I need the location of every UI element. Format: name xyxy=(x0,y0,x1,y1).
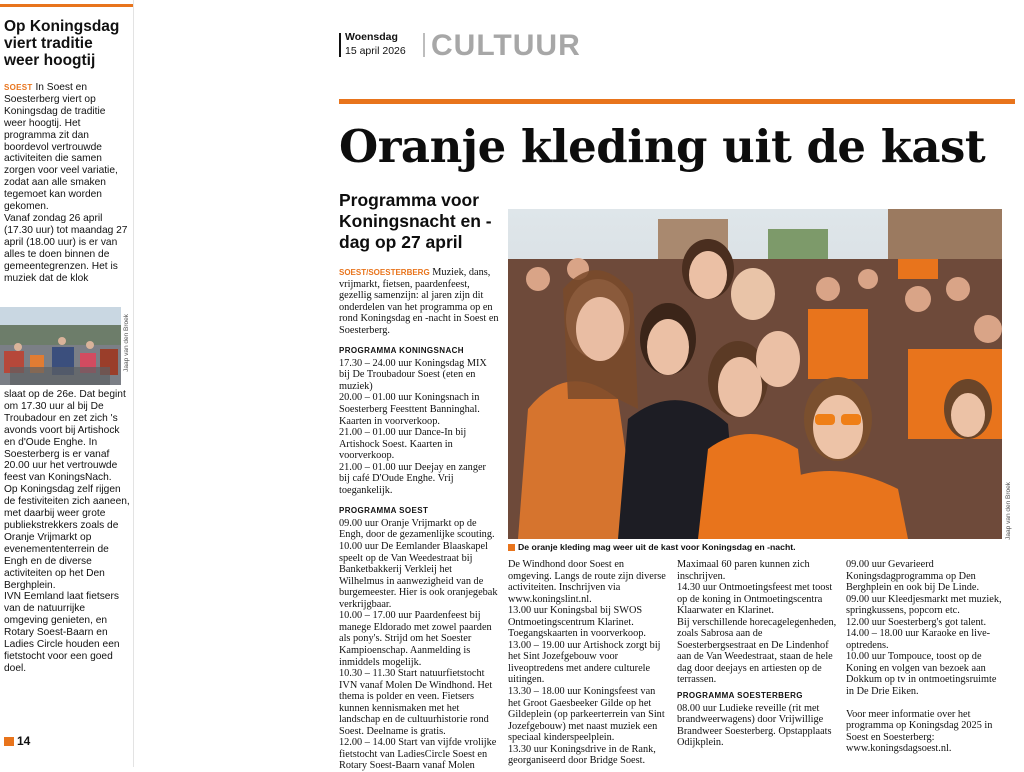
article-column-2 xyxy=(508,559,668,767)
article-headline: Oranje kleding uit de kast xyxy=(339,120,986,173)
program-item: 12.00 uur Soesterberg's got talent. xyxy=(846,616,987,628)
program-item: 08.00 uur Ludieke reveille (rit met brandweerwagens) door Vrijwillige Brandweer Soesterberg. Opstapplaats Odijkplein. xyxy=(677,702,832,749)
program-item: 14.30 uur Ontmoetingsfeest met toost op de koning in Ontmoetingscentra Klaarwater en Klarinet. xyxy=(677,582,833,617)
crowd-photo-image xyxy=(508,209,1002,539)
article-column-1 xyxy=(339,267,499,772)
program-item: Voor meer informatie over het programma op Koningsdag 2025 in Soest en Soesterberg: www.koningsdagsoest.nl. xyxy=(846,708,993,755)
program-item: 12.00 – 14.00 Start van vijfde vrolijke fietstocht van LadiesCircle Soest en Rotary Soest-Baarn vanaf Molen xyxy=(339,737,497,772)
section-title: CULTUUR xyxy=(431,29,581,62)
article-lead: Muziek, dans, vrijmarkt, fietsen, paardenfeest, gezellig samenzijn: al jaren zijn dit onderdelen van het programma op en rond Koningsdag en -nacht in Soest en Soesterberg. xyxy=(339,267,499,336)
heading-soest: PROGRAMMA SOEST xyxy=(339,506,429,516)
program-item: Maximaal 60 paren kunnen zich inschrijven. xyxy=(677,559,810,582)
sidebar-title: Op Koningsdag viert traditie weer hoogtij xyxy=(4,18,120,69)
program-item: 09.00 uur Kleedjesmarkt met muziek, springkussens, popcorn etc. xyxy=(846,593,1002,617)
heading-koningsnacht: PROGRAMMA KONINGSNACH xyxy=(339,346,464,356)
program-item: 13.00 uur Koningsbal bij SWOS Ontmoetingscentrum Klarinet. Toegangskaarten in voorverkoop. xyxy=(508,605,646,640)
sidebar-intro-block xyxy=(4,82,130,284)
page-number: 14 xyxy=(17,734,31,748)
sidebar-divider xyxy=(133,0,134,767)
program-item: 14.00 – 18.00 uur Karaoke en live-optredens. xyxy=(846,628,991,651)
program-item: 21.00 – 01.00 uur Dance-In bij Artishock Soest. Kaarten in voorverkoop. xyxy=(339,427,467,462)
program-item: 09.00 uur Gevarieerd Koningsdagprogramma op Den Berghplein en ook bij De Linde. xyxy=(846,559,980,594)
sidebar-para-4: Op Koningsdag zelf rijgen de festiviteiten zich aaneen, met daarbij weer grote publiekstrekkers zoals de Oranje Vrijmarkt op evenemententerrein de Engh en de diverse activiteiten op het Den Berghplein. xyxy=(4,484,130,591)
program-item: 13.00 – 19.00 uur Artishock zorgt bij het Sint Jozefgebouw voor liveoptredens met andere culturele uitingen. xyxy=(508,639,661,686)
program-item: 10.00 uur Tompouce, toost op de Koning en volgen van bezoek aan Dokkum op tv in ontmoetingsruimte in De Drie Eiken. xyxy=(846,651,997,698)
program-item: 10.00 uur De Eemlander Blaaskapel speelt op de Van Weedestraat bij Banketbakkerij Verkleij het Wilhelmus in aanwezigheid van de burgemeester. Hier is ook oranjegebak verkrijgbaar. xyxy=(339,541,498,610)
program-item: 17.30 – 24.00 uur Koningsdag MIX bij De Troubadour Soest (eten en muziek) xyxy=(339,357,487,392)
sidebar-para-3: slaat op de 26e. Dat begint om 17.30 uur al bij De Troubadour en zet zich 's avonds voort bij Artishock en d'Oude Enghe. In Soesterberg is er vanaf 20.00 uur het vertrouwde feest van KoningsNach. xyxy=(4,389,126,484)
caption-marker xyxy=(508,544,515,551)
program-item: 21.00 – 01.00 uur Deejay en zanger bij café D'Oude Enghe. Vrij toegankelijk. xyxy=(339,461,486,496)
headline-rule xyxy=(339,99,1015,104)
header-day: Woensdag xyxy=(345,31,398,43)
program-item: 13.30 – 18.00 uur Koningsfeest van het Groot Gaesbeeker Gilde op het Gildeplein (op parkeerterrein van Sint Jozefgebouw) met naast muziek een speciaal kinderspeelplein. xyxy=(508,686,665,744)
main-photo xyxy=(508,209,1002,539)
sidebar-intro: In Soest en Soesterberg viert op Koningsdag de traditie weer hoogtij. Het programma zit dan boordevol vertrouwde activiteiten die samen zorgen voor veel variatie, zodat aan alle smaken tegemoet kan worden gekomen. xyxy=(4,82,118,213)
header-date: 15 april 2026 xyxy=(345,45,406,57)
sidebar-body-block xyxy=(4,389,130,675)
program-item: De Windhond door Soest en omgeving. Langs de route zijn diverse activiteiten. Inschrijven via www.koningslint.nl. xyxy=(508,559,666,605)
program-item: 13.30 uur Koningsdrive in de Rank, georganiseerd door Bridge Soest. xyxy=(508,743,656,767)
article-column-3 xyxy=(677,559,837,749)
program-item: 09.00 uur Oranje Vrijmarkt op de Engh, door de gezamenlijke scouting. xyxy=(339,517,495,541)
main-photo-credit: Jaap van den Broek xyxy=(1005,482,1012,540)
page-number-marker xyxy=(4,737,14,746)
sidebar-para-2: Vanaf zondag 26 april (17.30 uur) tot maandag 27 april (18.00 uur) is er van alles te doen binnen de gemeentegrenzen. Het is muziek dat de klok xyxy=(4,212,128,284)
heading-soesterberg: PROGRAMMA SOESTERBERG xyxy=(677,691,803,701)
photo-caption: De oranje kleding mag weer uit de kast voor Koningsdag en -nacht. xyxy=(518,542,796,552)
header-divider-left xyxy=(339,33,341,57)
market-crowd-image xyxy=(0,307,121,385)
sidebar-photo-credit: Jaap van den Broek xyxy=(123,314,130,372)
sidebar-dateline: SOEST xyxy=(4,83,33,92)
program-item: 20.00 – 01.00 uur Koningsnach in Soesterberg Feesttent Banninghal. Kaarten in voorverkoop. xyxy=(339,392,480,427)
article-dateline: SOEST/SOESTERBERG xyxy=(339,268,430,277)
sidebar-photo xyxy=(0,307,121,385)
program-item: 10.30 – 11.30 Start natuurfietstocht IVN vanaf Molen De Windhond. Het thema is polder en veen. Fietsers kunnen kennismaken met het landschap en de cultuurhistorie rond Soest. Deelname is gratis. xyxy=(339,668,493,737)
article-column-4 xyxy=(846,559,1006,755)
sidebar-top-rule xyxy=(0,4,133,7)
program-item: 10.00 – 17.00 uur Paardenfeest bij manege Eldorado met zowel paarden als pony's. Strijd om het Soester Kampioenschap. Aanmelding is inmiddels mogelijk. xyxy=(339,610,492,668)
sidebar-para-5: IVN Eemland laat fietsers van de natuurrijke omgeving genieten, en Rotary Soest-Baarn en Ladies Circle houden een fietstocht voor een goed doel. xyxy=(4,591,120,674)
program-item: Bij verschillende horecagelegenheden, zoals Sabrosa aan de Soesterbergsestraat en De Lindenhof aan de Van Weedestraat, staan de hele dag door deejays en artiesten op de terrassen. xyxy=(677,616,837,686)
header-divider-right xyxy=(423,33,425,57)
article-subhead: Programma voor Koningsnacht en -dag op 27 april xyxy=(339,190,492,252)
